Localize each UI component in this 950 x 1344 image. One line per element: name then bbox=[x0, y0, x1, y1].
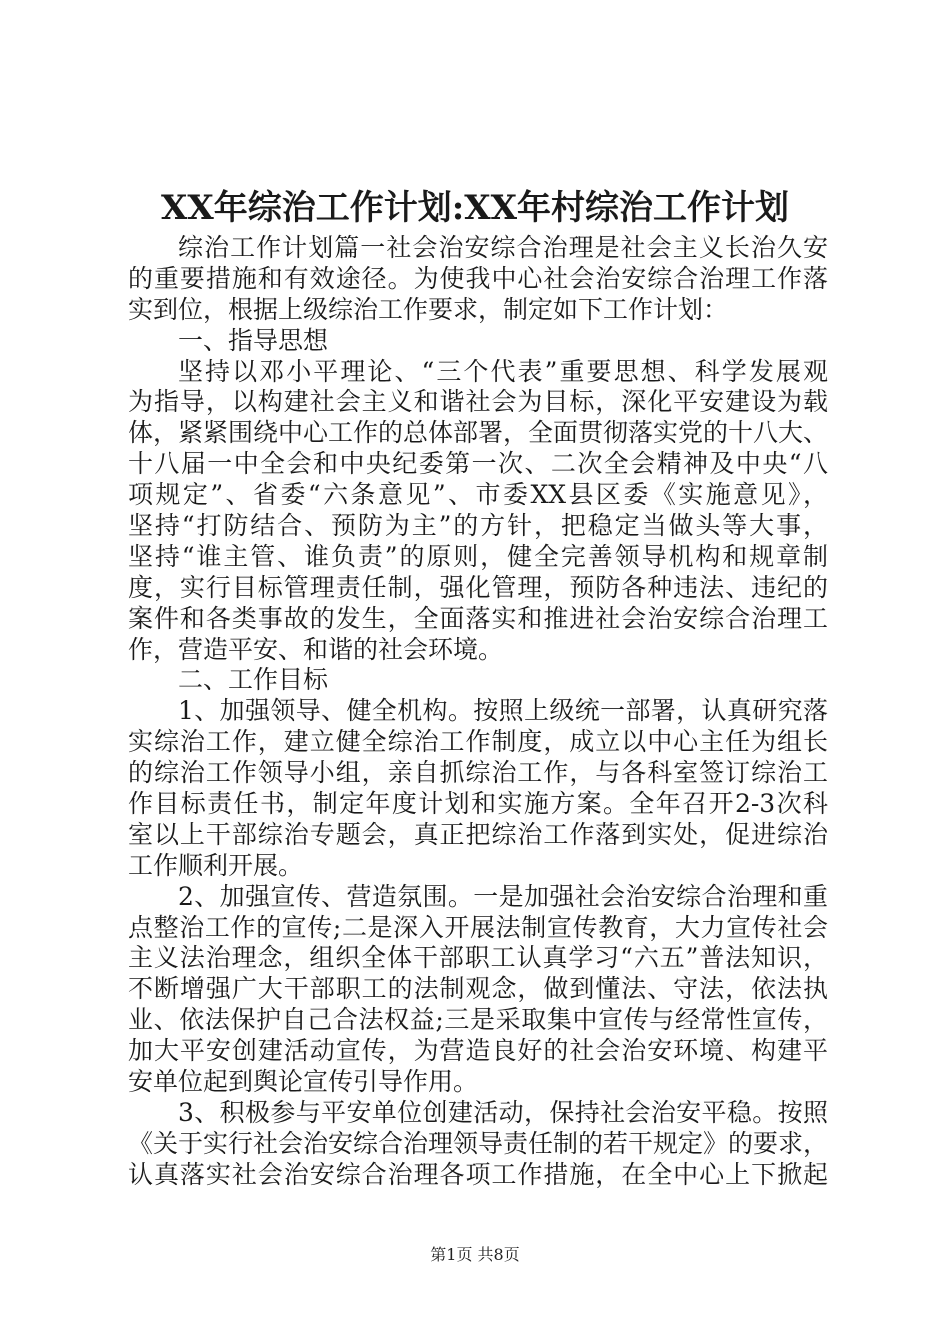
text-line: 作目标责任书，制定年度计划和实施方案。全年召开2-3次科 bbox=[128, 789, 828, 819]
text-line: 加大平安创建活动宣传，为营造良好的社会治安环境、构建平 bbox=[128, 1036, 828, 1066]
text-line: 1、加强领导、健全机构。按照上级统一部署，认真研究落 bbox=[178, 696, 828, 726]
text-line: 安单位起到舆论宣传引导作用。 bbox=[128, 1067, 479, 1097]
text-line: 综治工作计划篇一社会治安综合治理是社会主义长治久安 bbox=[178, 233, 828, 262]
text-line: 作，营造平安、和谐的社会环境。 bbox=[128, 634, 504, 664]
section-heading: 二、工作目标 bbox=[178, 665, 329, 695]
text-line: 点整治工作的宣传;二是深入开展法制宣传教育，大力宣传社会 bbox=[128, 912, 828, 942]
text-line: 为指导，以构建社会主义和谐社会为目标，深化平安建设为载 bbox=[128, 387, 828, 417]
page-footer: 第1页 共8页 bbox=[430, 1245, 520, 1264]
text-line: 实到位，根据上级综治工作要求，制定如下工作计划： bbox=[128, 294, 729, 324]
document-body bbox=[128, 233, 828, 1191]
text-line: 十八届一中全会和中央纪委第一次、二次全会精神及中央“八 bbox=[128, 449, 828, 479]
text-line: 认真落实社会治安综合治理各项工作措施，在全中心上下掀起 bbox=[128, 1159, 828, 1189]
text-line: 2、加强宣传、营造氛围。一是加强社会治安综合治理和重 bbox=[178, 881, 828, 911]
text-line: 坚持以邓小平理论、“三个代表”重要思想、科学发展观 bbox=[178, 356, 828, 386]
document-title: XX年综治工作计划:XX年村综治工作计划 bbox=[160, 188, 790, 228]
text-line: 实综治工作，建立健全综治工作制度，成立以中心主任为组长 bbox=[128, 727, 828, 757]
text-line: 不断增强广大干部职工的法制观念，做到懂法、守法，依法执 bbox=[128, 974, 828, 1004]
text-line: 3、积极参与平安单位创建活动，保持社会治安平稳。按照 bbox=[178, 1097, 828, 1127]
text-line: 的重要措施和有效途径。为使我中心社会治安综合治理工作落 bbox=[128, 263, 828, 293]
text-line: 主义法治理念，组织全体干部职工认真学习“六五”普法知识， bbox=[128, 943, 828, 973]
text-line: 室以上干部综治专题会，真正把综治工作落到实处，促进综治 bbox=[128, 819, 828, 849]
text-line: 业、依法保护自己合法权益;三是采取集中宣传与经常性宣传， bbox=[128, 1005, 828, 1035]
text-line: 坚持“打防结合、预防为主”的方针，把稳定当做头等大事， bbox=[128, 511, 828, 541]
text-line: 度，实行目标管理责任制，强化管理，预防各种违法、违纪的 bbox=[128, 572, 828, 602]
text-line: 工作顺利开展。 bbox=[128, 850, 304, 880]
text-line: 体，紧紧围绕中心工作的总体部署，全面贯彻落实党的十八大、 bbox=[128, 418, 828, 448]
text-line: 的综治工作领导小组，亲自抓综治工作，与各科室签订综治工 bbox=[128, 758, 828, 788]
text-line: 案件和各类事故的发生，全面落实和推进社会治安综合治理工 bbox=[128, 603, 828, 633]
text-line: 项规定”、省委“六条意见”、市委XX县区委《实施意见》， bbox=[128, 480, 828, 510]
section-heading: 一、指导思想 bbox=[178, 325, 329, 355]
text-line: 坚持“谁主管、谁负责”的原则，健全完善领导机构和规章制 bbox=[128, 541, 828, 571]
text-line: 《关于实行社会治安综合治理领导责任制的若干规定》的要求， bbox=[128, 1128, 828, 1158]
